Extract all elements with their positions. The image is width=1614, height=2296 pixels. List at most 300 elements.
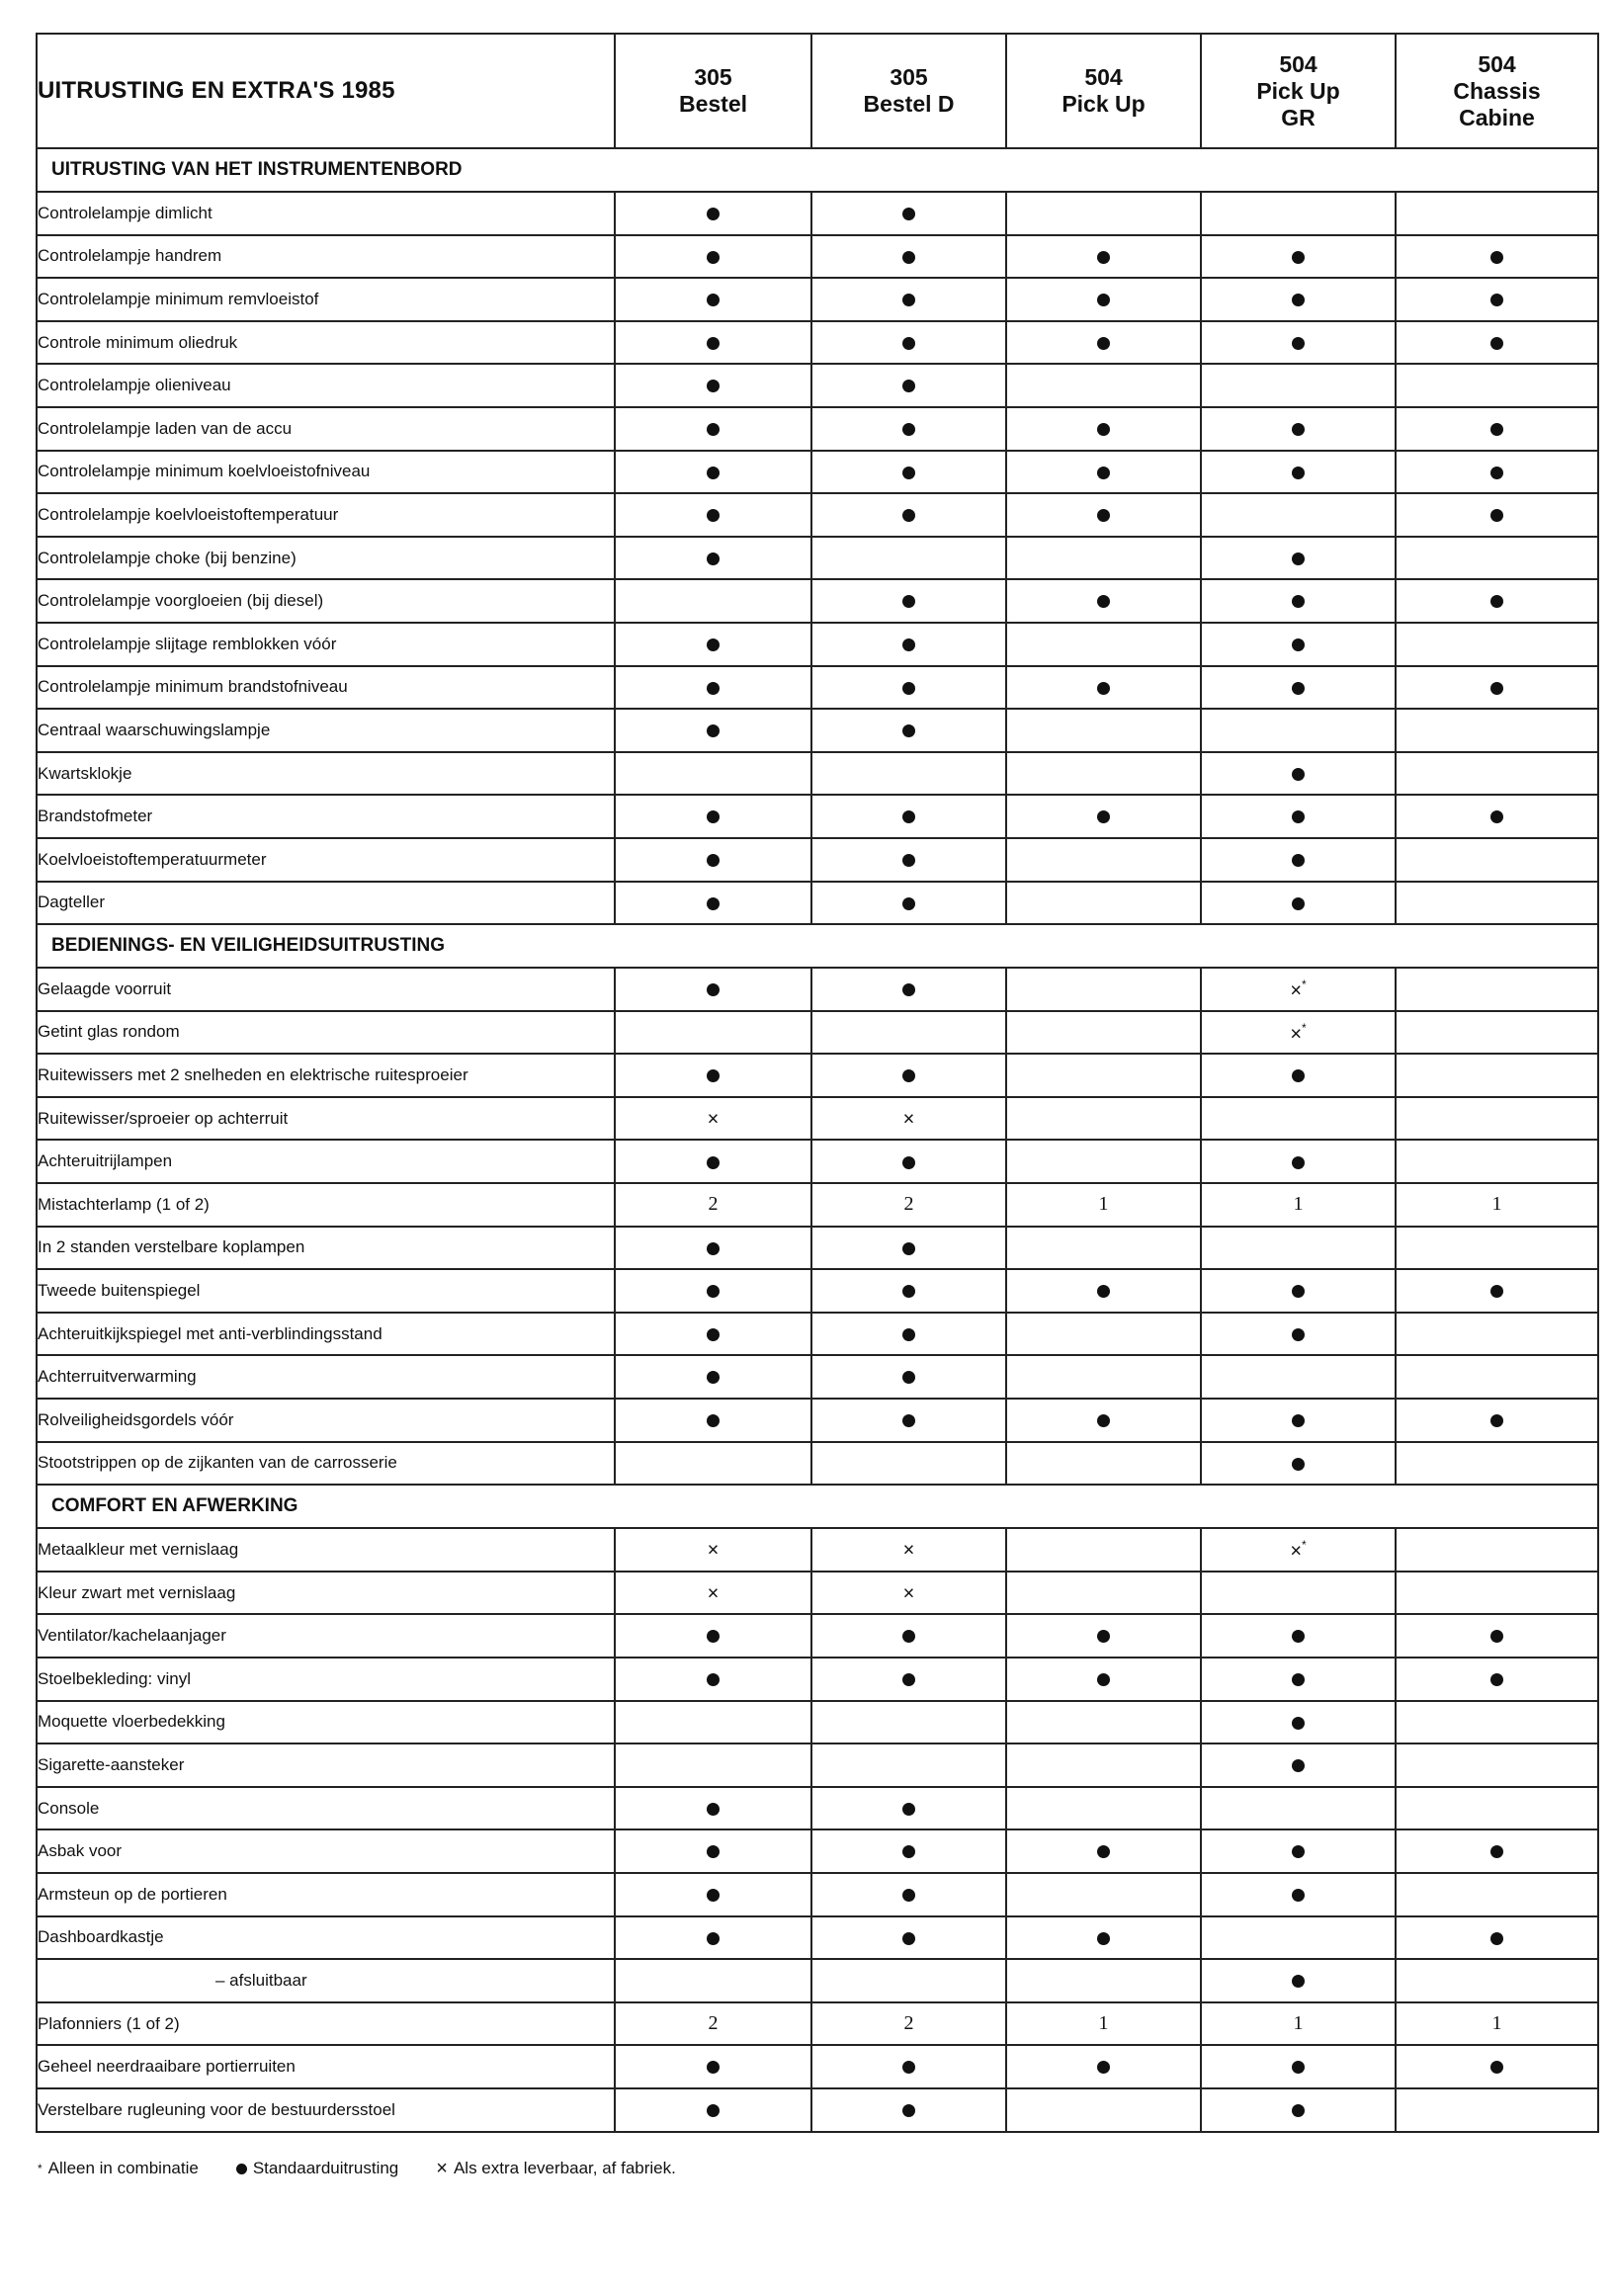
bullet-icon	[1292, 2061, 1305, 2074]
model-name-line: 305	[890, 64, 928, 90]
table-cell	[1396, 1227, 1598, 1270]
bullet-icon	[902, 854, 915, 867]
bullet-icon	[1292, 2104, 1305, 2117]
table-cell	[811, 666, 1006, 710]
feature-label: Brandstofmeter	[37, 795, 615, 838]
bullet-icon	[1097, 423, 1110, 436]
bullet-icon	[707, 1328, 720, 1341]
table-row	[37, 752, 1598, 796]
table-cell	[811, 321, 1006, 365]
asterisk-icon: *	[1302, 1020, 1307, 1035]
table-cell	[1201, 1614, 1396, 1658]
bullet-icon	[902, 682, 915, 695]
model-column-header	[615, 34, 811, 148]
bullet-icon	[902, 337, 915, 350]
table-cell	[1006, 1572, 1201, 1615]
table-cell	[1396, 1873, 1598, 1916]
bullet-icon	[707, 1630, 720, 1643]
table-cell	[1396, 407, 1598, 451]
table-cell	[1201, 2045, 1396, 2088]
table-cell	[615, 407, 811, 451]
bullet-icon	[1292, 1069, 1305, 1082]
table-cell	[1201, 1873, 1396, 1916]
section-title: COMFORT EN AFWERKING	[37, 1485, 1598, 1528]
bullet-icon	[1097, 294, 1110, 306]
table-cell	[1201, 1355, 1396, 1399]
table-cell	[1396, 838, 1598, 882]
bullet-icon	[1490, 1630, 1503, 1643]
table-cell	[1396, 1399, 1598, 1442]
table-cell	[1006, 537, 1201, 580]
table-cell	[1006, 1399, 1201, 1442]
table-cell	[1396, 364, 1598, 407]
table-cell	[1201, 278, 1396, 321]
count-value: 1	[1293, 1193, 1304, 1216]
count-value: 2	[708, 1193, 719, 1216]
bullet-icon	[1292, 1717, 1305, 1730]
table-cell	[615, 235, 811, 279]
bullet-icon	[707, 810, 720, 823]
bullet-icon	[707, 1845, 720, 1858]
table-cell	[615, 1528, 811, 1572]
bullet-icon	[707, 724, 720, 737]
feature-label: Ventilator/kachelaanjager	[37, 1614, 615, 1658]
table-cell	[811, 1183, 1006, 1227]
bullet-icon	[1292, 251, 1305, 264]
bullet-icon	[902, 983, 915, 996]
table-cell	[811, 1011, 1006, 1055]
legend-extra	[436, 2159, 676, 2178]
bullet-icon	[1490, 1285, 1503, 1298]
table-cell	[811, 1442, 1006, 1486]
cross-icon: ×	[1290, 979, 1302, 1002]
feature-label: Tweede buitenspiegel	[37, 1269, 615, 1313]
table-cell	[1006, 364, 1201, 407]
feature-label: Controlelampje koelvloeistoftemperatuur	[37, 493, 615, 537]
feature-label: Dagteller	[37, 882, 615, 925]
table-cell	[811, 278, 1006, 321]
feature-label: Kwartsklokje	[37, 752, 615, 796]
bullet-icon	[707, 854, 720, 867]
table-cell	[615, 882, 811, 925]
table-cell	[811, 1054, 1006, 1097]
feature-label: – afsluitbaar	[37, 1959, 615, 2002]
cross-icon: ×	[1290, 1540, 1302, 1563]
feature-label: Ruitewisser/sproeier op achterruit	[37, 1097, 615, 1141]
table-row	[37, 1355, 1598, 1399]
table-cell	[811, 537, 1006, 580]
table-cell	[811, 493, 1006, 537]
table-cell	[1396, 666, 1598, 710]
table-row	[37, 1313, 1598, 1356]
feature-label: Gelaagde voorruit	[37, 968, 615, 1011]
table-cell	[1006, 1313, 1201, 1356]
table-cell	[615, 364, 811, 407]
bullet-icon	[902, 1630, 915, 1643]
model-column-header	[811, 34, 1006, 148]
bullet-icon	[902, 208, 915, 220]
table-cell	[1201, 364, 1396, 407]
cross-icon: ×	[707, 1582, 720, 1605]
table-cell	[615, 1701, 811, 1744]
table-cell	[1201, 838, 1396, 882]
table-cell	[615, 752, 811, 796]
feature-label: Metaalkleur met vernislaag	[37, 1528, 615, 1572]
feature-label: Moquette vloerbedekking	[37, 1701, 615, 1744]
table-cell	[615, 1572, 811, 1615]
table-row	[37, 1743, 1598, 1787]
table-cell	[1396, 192, 1598, 235]
table-cell	[1201, 1572, 1396, 1615]
table-cell	[1201, 1916, 1396, 1960]
table-cell	[1006, 493, 1201, 537]
bullet-icon	[1490, 251, 1503, 264]
asterisk-icon: *	[1302, 1538, 1307, 1553]
table-cell	[1396, 2002, 1598, 2046]
feature-label: Controlelampje minimum brandstofniveau	[37, 666, 615, 710]
table-cell	[1396, 451, 1598, 494]
bullet-icon	[1292, 553, 1305, 565]
table-row	[37, 882, 1598, 925]
table-cell	[811, 1269, 1006, 1313]
bullet-icon	[1292, 1673, 1305, 1686]
table-cell	[1006, 235, 1201, 279]
bullet-icon	[707, 423, 720, 436]
table-cell	[1201, 407, 1396, 451]
table-row	[37, 407, 1598, 451]
table-cell	[615, 1916, 811, 1960]
table-cell	[1006, 2088, 1201, 2132]
table-row	[37, 795, 1598, 838]
table-cell	[811, 795, 1006, 838]
bullet-icon	[902, 724, 915, 737]
count-value: 1	[1098, 1193, 1109, 1216]
bullet-icon	[707, 897, 720, 910]
model-name-line: GR	[1281, 104, 1316, 130]
table-cell	[811, 2045, 1006, 2088]
bullet-icon	[902, 467, 915, 479]
cross-icon: ×	[707, 1108, 720, 1131]
feature-label: Controlelampje slijtage remblokken vóór	[37, 623, 615, 666]
table-cell	[1396, 882, 1598, 925]
table-cell	[1006, 2002, 1201, 2046]
table-cell	[1201, 709, 1396, 752]
table-cell	[1201, 1140, 1396, 1183]
table-cell	[1006, 1743, 1201, 1787]
cross-icon: ×	[436, 2158, 448, 2179]
feature-label: Verstelbare rugleuning voor de bestuurdersstoel	[37, 2088, 615, 2132]
feature-label: Plafonniers (1 of 2)	[37, 2002, 615, 2046]
table-cell	[811, 1097, 1006, 1141]
bullet-icon	[902, 595, 915, 608]
table-cell	[615, 1011, 811, 1055]
table-row	[37, 1140, 1598, 1183]
bullet-icon	[1292, 595, 1305, 608]
bullet-icon	[707, 509, 720, 522]
table-cell	[811, 1614, 1006, 1658]
table-cell	[1396, 1140, 1598, 1183]
model-name-line: 305	[694, 64, 732, 90]
bullet-icon	[902, 1156, 915, 1169]
table-cell	[615, 1140, 811, 1183]
table-cell	[615, 1873, 811, 1916]
feature-label: Controlelampje choke (bij benzine)	[37, 537, 615, 580]
bullet-icon	[1292, 810, 1305, 823]
table-cell	[1201, 1787, 1396, 1830]
table-row	[37, 709, 1598, 752]
feature-label: Controlelampje handrem	[37, 235, 615, 279]
table-cell	[811, 579, 1006, 623]
table-cell	[1006, 1227, 1201, 1270]
table-cell	[811, 1227, 1006, 1270]
table-cell	[811, 364, 1006, 407]
table-cell	[1201, 666, 1396, 710]
table-row	[37, 2002, 1598, 2046]
model-name-line: Bestel D	[863, 91, 955, 117]
table-cell	[811, 451, 1006, 494]
table-cell	[615, 666, 811, 710]
bullet-icon	[1490, 337, 1503, 350]
table-row	[37, 2088, 1598, 2132]
table-cell	[1201, 235, 1396, 279]
table-cell	[1006, 1355, 1201, 1399]
feature-label: Console	[37, 1787, 615, 1830]
count-value: 2	[903, 1193, 914, 1216]
table-row	[37, 537, 1598, 580]
table-cell	[1396, 1658, 1598, 1701]
legend-combination	[38, 2159, 199, 2178]
bullet-icon	[902, 1328, 915, 1341]
model-name-line: 504	[1279, 50, 1317, 77]
table-header-row	[37, 34, 1598, 148]
feature-label: Controlelampje minimum remvloeistof	[37, 278, 615, 321]
bullet-icon	[1292, 337, 1305, 350]
bullet-icon	[1292, 1285, 1305, 1298]
table-row	[37, 1054, 1598, 1097]
bullet-icon	[902, 1803, 915, 1816]
bullet-icon	[707, 1371, 720, 1384]
bullet-icon	[1292, 1630, 1305, 1643]
count-value: 1	[1491, 2012, 1502, 2035]
equipment-table	[36, 33, 1599, 2133]
feature-label: Controlelampje laden van de accu	[37, 407, 615, 451]
count-value: 1	[1491, 1193, 1502, 1216]
bullet-icon	[1097, 337, 1110, 350]
bullet-icon	[1292, 1414, 1305, 1427]
table-row	[37, 1829, 1598, 1873]
bullet-icon	[707, 337, 720, 350]
bullet-icon	[1292, 294, 1305, 306]
bullet-icon	[902, 1242, 915, 1255]
bullet-icon	[1490, 1845, 1503, 1858]
bullet-icon	[707, 983, 720, 996]
table-cell	[615, 623, 811, 666]
model-name-line: Bestel	[678, 91, 748, 117]
table-cell	[1201, 968, 1396, 1011]
bullet-icon	[1097, 595, 1110, 608]
feature-label: Stootstrippen op de zijkanten van de carrosserie	[37, 1442, 615, 1486]
feature-label: Kleur zwart met vernislaag	[37, 1572, 615, 1615]
feature-label: Centraal waarschuwingslampje	[37, 709, 615, 752]
table-cell	[615, 192, 811, 235]
table-cell	[1006, 623, 1201, 666]
table-cell	[1006, 1183, 1201, 1227]
table-cell	[1006, 192, 1201, 235]
table-row	[37, 1183, 1598, 1227]
cross-icon: ×	[902, 1539, 915, 1562]
bullet-icon	[707, 467, 720, 479]
table-cell	[1396, 1011, 1598, 1055]
table-row	[37, 1614, 1598, 1658]
cross-icon: ×	[707, 1539, 720, 1562]
table-body	[37, 148, 1598, 2132]
table-cell	[1006, 1140, 1201, 1183]
table-cell	[615, 1614, 811, 1658]
table-cell	[1006, 321, 1201, 365]
section-title: UITRUSTING VAN HET INSTRUMENTENBORD	[37, 148, 1598, 192]
bullet-icon	[707, 1673, 720, 1686]
table-row	[37, 1528, 1598, 1572]
table-cell	[615, 1959, 811, 2002]
table-row	[37, 1442, 1598, 1486]
table-cell	[1006, 968, 1201, 1011]
asterisk-icon: *	[1302, 978, 1307, 992]
table-cell	[615, 2045, 811, 2088]
table-cell	[615, 838, 811, 882]
table-cell	[1201, 1658, 1396, 1701]
table-cell	[811, 407, 1006, 451]
table-row	[37, 666, 1598, 710]
table-cell	[1006, 1528, 1201, 1572]
table-cell	[615, 1227, 811, 1270]
bullet-icon	[902, 294, 915, 306]
table-row	[37, 278, 1598, 321]
bullet-icon	[707, 1889, 720, 1902]
table-cell	[1396, 1787, 1598, 1830]
table-cell	[811, 1355, 1006, 1399]
table-cell	[615, 1183, 811, 1227]
bullet-icon	[1490, 2061, 1503, 2074]
bullet-icon	[1490, 810, 1503, 823]
table-cell	[1006, 2045, 1201, 2088]
bullet-icon	[1490, 1932, 1503, 1945]
feature-label: Controlelampje olieniveau	[37, 364, 615, 407]
table-cell	[615, 278, 811, 321]
table-cell	[1201, 1183, 1396, 1227]
table-cell	[615, 1269, 811, 1313]
table-row	[37, 1916, 1598, 1960]
feature-label: Controlelampje minimum koelvloeistofniveau	[37, 451, 615, 494]
table-row	[37, 364, 1598, 407]
bullet-icon	[1490, 1673, 1503, 1686]
table-cell	[811, 968, 1006, 1011]
table-cell	[1396, 579, 1598, 623]
table-cell	[1201, 451, 1396, 494]
bullet-icon	[707, 1932, 720, 1945]
table-cell	[615, 968, 811, 1011]
table-cell	[615, 1097, 811, 1141]
bullet-icon	[707, 294, 720, 306]
table-row	[37, 1787, 1598, 1830]
bullet-icon	[1292, 1458, 1305, 1471]
table-row	[37, 1097, 1598, 1141]
bullet-icon	[1292, 682, 1305, 695]
bullet-icon	[1097, 1845, 1110, 1858]
bullet-icon	[707, 553, 720, 565]
table-cell	[811, 1528, 1006, 1572]
table-cell	[811, 709, 1006, 752]
table-cell	[1006, 1959, 1201, 2002]
count-value: 1	[1293, 2012, 1304, 2035]
table-cell	[615, 1658, 811, 1701]
model-column-header	[1396, 34, 1598, 148]
table-row	[37, 1011, 1598, 1055]
table-row	[37, 321, 1598, 365]
bullet-icon	[902, 251, 915, 264]
bullet-icon	[1292, 1889, 1305, 1902]
bullet-icon	[707, 208, 720, 220]
table-cell	[1201, 2002, 1396, 2046]
table-cell	[615, 321, 811, 365]
table-cell	[1201, 752, 1396, 796]
feature-label: Stoelbekleding: vinyl	[37, 1658, 615, 1701]
table-cell	[811, 1916, 1006, 1960]
model-name-line: Pick Up	[1062, 91, 1146, 117]
table-row	[37, 968, 1598, 1011]
bullet-icon	[902, 810, 915, 823]
bullet-icon	[707, 380, 720, 392]
bullet-icon	[1292, 1975, 1305, 1988]
bullet-icon	[1097, 1414, 1110, 1427]
table-cell	[1006, 1658, 1201, 1701]
bullet-icon	[902, 1414, 915, 1427]
table-cell	[1201, 1743, 1396, 1787]
table-row	[37, 623, 1598, 666]
bullet-icon	[1097, 1630, 1110, 1643]
model-name-line: 504	[1084, 64, 1123, 90]
feature-label: Rolveiligheidsgordels vóór	[37, 1399, 615, 1442]
table-cell	[615, 1829, 811, 1873]
table-cell	[1201, 1269, 1396, 1313]
table-cell	[1396, 1743, 1598, 1787]
model-name-line: 504	[1478, 50, 1516, 77]
table-cell	[1396, 1313, 1598, 1356]
model-name-line: Pick Up	[1256, 77, 1340, 104]
table-cell	[811, 1787, 1006, 1830]
table-cell	[1006, 407, 1201, 451]
table-cell	[1396, 2088, 1598, 2132]
table-cell	[1006, 579, 1201, 623]
table-cell	[1006, 1787, 1201, 1830]
bullet-icon	[1292, 897, 1305, 910]
page-title: UITRUSTING EN EXTRA'S 1985	[37, 34, 615, 148]
table-row	[37, 1701, 1598, 1744]
bullet-icon	[902, 1845, 915, 1858]
count-value: 1	[1098, 2012, 1109, 2035]
table-cell	[1006, 1269, 1201, 1313]
feature-label: Armsteun op de portieren	[37, 1873, 615, 1916]
bullet-icon	[1490, 682, 1503, 695]
bullet-icon	[1292, 1156, 1305, 1169]
table-cell	[615, 795, 811, 838]
bullet-icon	[1097, 251, 1110, 264]
table-cell	[811, 1399, 1006, 1442]
table-cell	[615, 1399, 811, 1442]
table-cell	[811, 1743, 1006, 1787]
bullet-icon	[1097, 1285, 1110, 1298]
bullet-icon	[707, 1242, 720, 1255]
bullet-icon	[902, 1371, 915, 1384]
